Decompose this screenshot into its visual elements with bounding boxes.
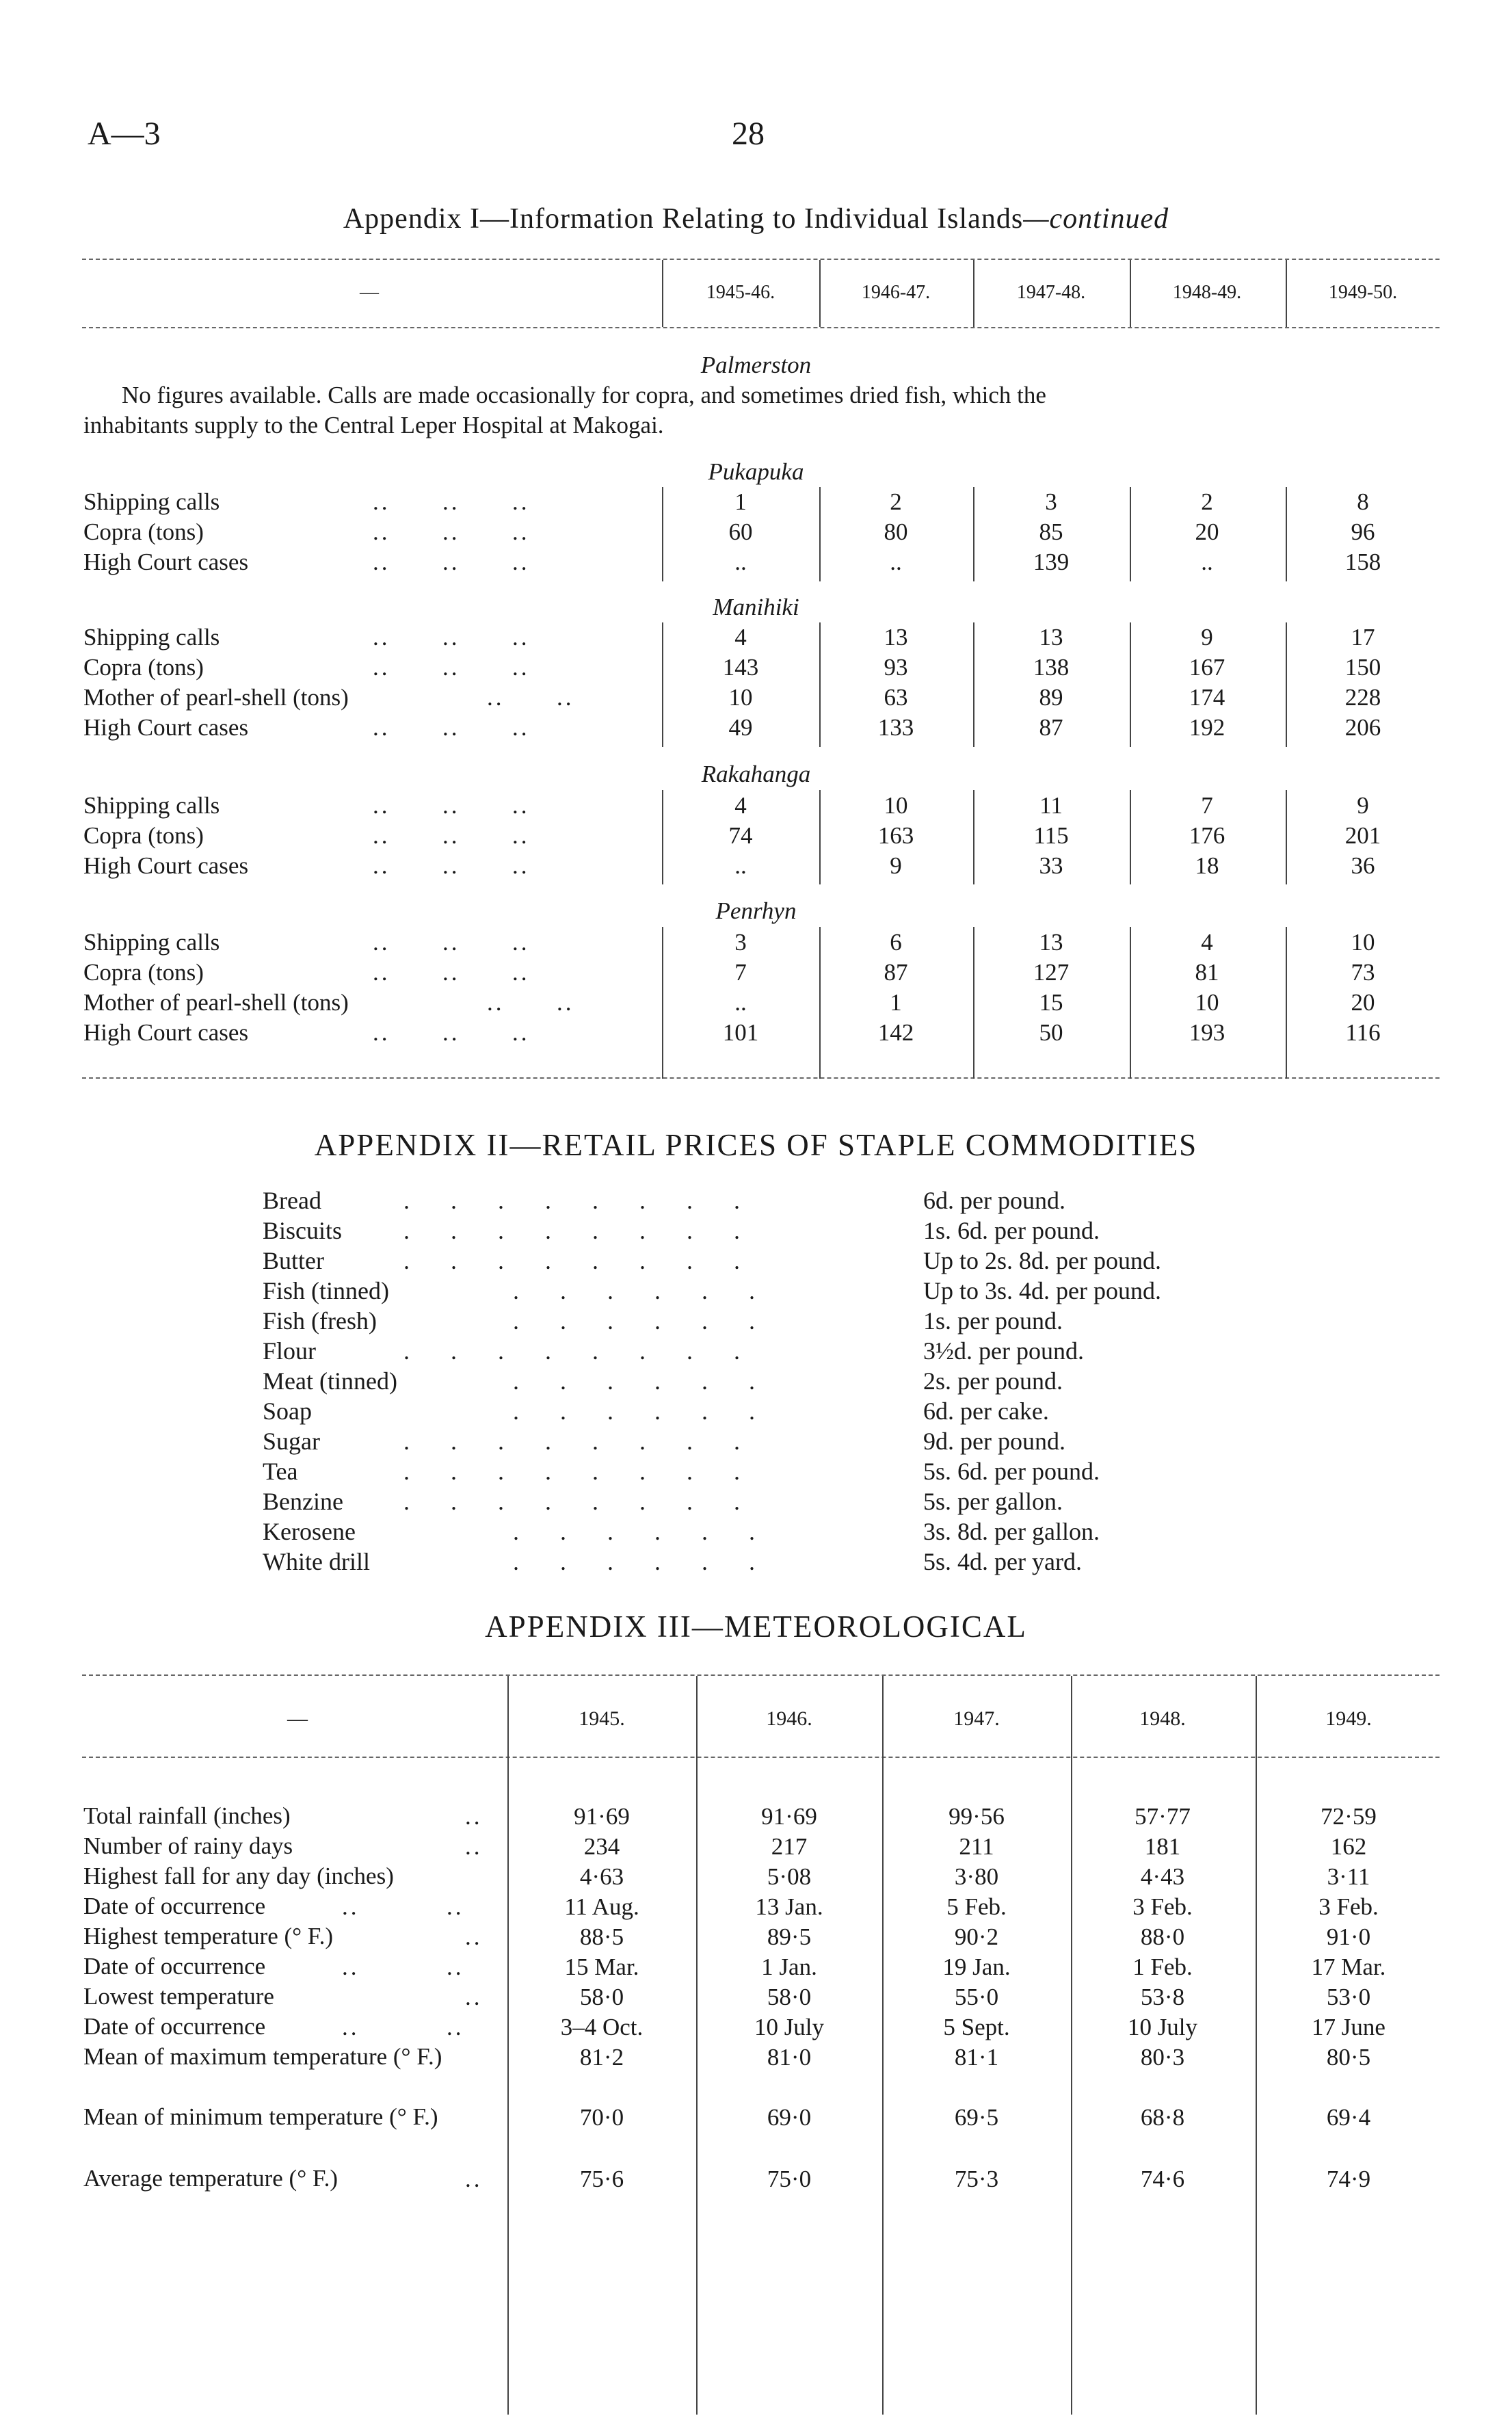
- leader-dots: ..: [465, 1984, 483, 2010]
- met-cell: 81·0: [767, 2044, 812, 2071]
- commodity-name: White drill: [263, 1548, 370, 1575]
- appendix3-title: APPENDIX III—METEOROLOGICAL: [485, 1609, 1027, 1644]
- leader-dots: .. ..: [342, 1954, 464, 1980]
- table3-corner: —: [287, 1707, 308, 1730]
- table1-col-divider: [1130, 622, 1131, 747]
- appendix1-title: [0, 202, 1512, 235]
- commodity-price: 3½d. per pound.: [923, 1337, 1084, 1365]
- table3-col-divider: [507, 1676, 509, 2415]
- table-cell: 3: [1045, 488, 1057, 515]
- table-cell: 20: [1351, 989, 1375, 1016]
- table1-col-divider: [1286, 260, 1287, 327]
- met-cell: 11 Aug.: [564, 1893, 639, 1920]
- row-label: Shipping calls: [83, 929, 220, 956]
- met-cell: 58·0: [767, 1984, 812, 2010]
- met-cell: 72·59: [1321, 1803, 1377, 1830]
- commodity-name: Fish (fresh): [263, 1307, 377, 1335]
- table1-col-divider: [819, 790, 821, 884]
- met-cell: 91·69: [574, 1803, 630, 1830]
- table-cell: 74: [728, 822, 753, 849]
- met-cell: 80·3: [1140, 2044, 1185, 2071]
- met-cell: 74·6: [1140, 2166, 1185, 2192]
- met-row-label: Highest fall for any day (inches): [83, 1863, 394, 1889]
- met-cell: 5·08: [767, 1863, 812, 1890]
- commodity-name: Tea: [263, 1458, 298, 1485]
- leader-dots: .. ..: [342, 1893, 464, 1920]
- commodity-name: Fish (tinned): [263, 1277, 389, 1304]
- met-cell: 81·2: [579, 2044, 624, 2071]
- table-cell: 81: [1195, 959, 1219, 986]
- table-cell: 192: [1189, 714, 1225, 741]
- met-row-label: Mean of maximum temperature (° F.): [83, 2043, 442, 2070]
- table3-col-header: 1945.: [579, 1707, 625, 1730]
- met-cell: 5 Feb.: [946, 1893, 1007, 1920]
- commodity-price: 5s. 4d. per yard.: [923, 1548, 1082, 1575]
- met-cell: 68·8: [1140, 2104, 1185, 2131]
- met-cell: 181: [1144, 1833, 1181, 1860]
- table-cell: ..: [734, 989, 747, 1016]
- table1-col-divider: [1286, 927, 1287, 1079]
- leader-dots: .. ..: [487, 989, 574, 1016]
- table1-bottom-rule: [82, 1077, 1440, 1079]
- table-cell: 20: [1195, 518, 1219, 545]
- met-cell: 75·6: [579, 2166, 624, 2192]
- table-cell: ..: [734, 549, 747, 575]
- leader-dots: ........: [403, 1217, 781, 1244]
- met-cell: 74·9: [1326, 2166, 1371, 2192]
- table-cell: 142: [877, 1019, 914, 1046]
- met-cell: 1 Feb.: [1132, 1954, 1193, 1980]
- table1-col-divider: [662, 790, 663, 884]
- commodity-name: Kerosene: [263, 1518, 356, 1545]
- met-cell: 69·4: [1326, 2104, 1371, 2131]
- leader-dots: ......: [513, 1518, 796, 1545]
- table-cell: 150: [1344, 654, 1381, 681]
- table-cell: 8: [1357, 488, 1369, 515]
- met-cell: 3 Feb.: [1132, 1893, 1193, 1920]
- met-cell: 162: [1330, 1833, 1367, 1860]
- met-cell: 89·5: [767, 1923, 812, 1950]
- island-name-palmerston: Palmerston: [700, 352, 812, 378]
- leader-dots: ........: [403, 1428, 781, 1455]
- met-row-label: Date of occurrence: [83, 1893, 266, 1919]
- commodity-name: Butter: [263, 1247, 324, 1274]
- met-cell: 234: [583, 1833, 620, 1860]
- row-label: Shipping calls: [83, 792, 220, 819]
- table-cell: 11: [1039, 792, 1063, 819]
- leader-dots: ........: [403, 1247, 781, 1274]
- leader-dots: .. .. ..: [373, 549, 530, 575]
- commodity-price: 3s. 8d. per gallon.: [923, 1518, 1100, 1545]
- palmerston-note-line1: No figures available. Calls are made occasionally for copra, and sometimes dried fish, which the: [122, 382, 1046, 408]
- met-cell: 10 July: [1127, 2014, 1198, 2040]
- table-cell: 133: [877, 714, 914, 741]
- page-number: 28: [732, 116, 765, 152]
- met-cell: 88·5: [579, 1923, 624, 1950]
- met-row-label: Average temperature (° F.): [83, 2165, 339, 2192]
- commodity-name: Benzine: [263, 1488, 343, 1515]
- met-cell: 80·5: [1326, 2044, 1371, 2071]
- table-cell: ..: [734, 852, 747, 879]
- leader-dots: .. .. ..: [373, 852, 530, 879]
- met-row-label: Highest temperature (° F.): [83, 1923, 333, 1949]
- commodity-name: Meat (tinned): [263, 1367, 397, 1395]
- leader-dots: ........: [403, 1458, 781, 1485]
- table-cell: 1: [890, 989, 902, 1016]
- met-cell: 69·0: [767, 2104, 812, 2131]
- row-label: High Court cases: [83, 714, 249, 741]
- table-cell: 7: [734, 959, 747, 986]
- table3-col-header: 1948.: [1139, 1707, 1186, 1730]
- table-cell: 73: [1351, 959, 1375, 986]
- table-cell: ..: [890, 549, 902, 575]
- leader-dots: .. ..: [487, 684, 574, 711]
- table-cell: ..: [1201, 549, 1213, 575]
- table-cell: 9: [890, 852, 902, 879]
- table-cell: 228: [1344, 684, 1381, 711]
- table1-col-divider: [662, 487, 663, 581]
- table3-col-divider: [696, 1676, 698, 2415]
- table1-col-divider: [1286, 487, 1287, 581]
- leader-dots: ......: [513, 1277, 796, 1304]
- table-cell: 96: [1351, 518, 1375, 545]
- commodity-price: 6d. per pound.: [923, 1187, 1065, 1214]
- appendix1-title-suffix: —continued: [1023, 203, 1169, 235]
- table3-col-divider: [882, 1676, 884, 2415]
- row-label: Copra (tons): [83, 822, 204, 849]
- table-cell: 50: [1039, 1019, 1063, 1046]
- commodity-name: Bread: [263, 1187, 321, 1214]
- met-cell: 90·2: [954, 1923, 999, 1950]
- table-cell: 9: [1201, 624, 1213, 651]
- met-cell: 55·0: [954, 1984, 999, 2010]
- leader-dots: ..: [465, 1923, 483, 1950]
- table1-col-divider: [973, 487, 974, 581]
- table-cell: 4: [734, 624, 747, 651]
- met-cell: 3·11: [1327, 1863, 1370, 1890]
- row-label: High Court cases: [83, 1019, 249, 1046]
- leader-dots: ........: [403, 1337, 781, 1365]
- commodity-price: 5s. per gallon.: [923, 1488, 1063, 1515]
- met-cell: 217: [771, 1833, 808, 1860]
- table-cell: 193: [1189, 1019, 1225, 1046]
- table-cell: 10: [884, 792, 908, 819]
- met-cell: 4·43: [1140, 1863, 1185, 1890]
- table3-col-divider: [1256, 1676, 1257, 2415]
- table1-col-divider: [1130, 487, 1131, 581]
- leader-dots: ......: [513, 1307, 796, 1335]
- commodity-price: 1s. per pound.: [923, 1307, 1063, 1335]
- met-cell: 75·3: [954, 2166, 999, 2192]
- table-cell: 49: [728, 714, 753, 741]
- table1-col-divider: [1130, 790, 1131, 884]
- met-cell: 211: [959, 1833, 994, 1860]
- met-row-label: Number of rainy days: [83, 1832, 293, 1859]
- leader-dots: .. .. ..: [373, 1019, 530, 1046]
- table1-col-header: 1947-48.: [1016, 282, 1086, 303]
- leader-dots: .. .. ..: [373, 959, 530, 986]
- table-cell: 174: [1189, 684, 1225, 711]
- leader-dots: ........: [403, 1187, 781, 1214]
- table1-col-divider: [973, 790, 974, 884]
- table-cell: 158: [1344, 549, 1381, 575]
- row-label: Shipping calls: [83, 624, 220, 651]
- leader-dots: .. .. ..: [373, 929, 530, 956]
- table-cell: 10: [1195, 989, 1219, 1016]
- table-cell: 163: [877, 822, 914, 849]
- met-row-label: Mean of minimum temperature (° F.): [83, 2103, 438, 2130]
- met-cell: 19 Jan.: [942, 1954, 1011, 1980]
- leader-dots: ..: [465, 1833, 483, 1860]
- table-cell: 206: [1344, 714, 1381, 741]
- table-cell: 2: [890, 488, 902, 515]
- leader-dots: ..: [465, 2166, 483, 2192]
- table-cell: 10: [1351, 929, 1375, 956]
- leader-dots: .. .. ..: [373, 488, 530, 515]
- table-cell: 17: [1351, 624, 1375, 651]
- table1-col-divider: [1130, 927, 1131, 1079]
- table-cell: 18: [1195, 852, 1219, 879]
- island-name-rakahanga: Rakahanga: [701, 761, 811, 787]
- commodity-price: 9d. per pound.: [923, 1428, 1065, 1455]
- table1-col-divider: [973, 927, 974, 1079]
- met-cell: 57·77: [1135, 1803, 1191, 1830]
- row-label: Copra (tons): [83, 959, 204, 986]
- met-row-label: Date of occurrence: [83, 2013, 266, 2040]
- table-cell: 9: [1357, 792, 1369, 819]
- commodity-price: Up to 3s. 4d. per pound.: [923, 1277, 1161, 1304]
- leader-dots: ........: [403, 1488, 781, 1515]
- leader-dots: .. ..: [342, 2014, 464, 2040]
- commodity-name: Sugar: [263, 1428, 320, 1455]
- table-cell: 127: [1033, 959, 1070, 986]
- leader-dots: ......: [513, 1367, 796, 1395]
- commodity-price: 2s. per pound.: [923, 1367, 1063, 1395]
- table1-corner: —: [360, 282, 379, 303]
- table1-col-divider: [662, 622, 663, 747]
- leader-dots: .. .. ..: [373, 822, 530, 849]
- table1-col-divider: [819, 260, 821, 327]
- table1-col-header: 1946-47.: [861, 282, 931, 303]
- table1-col-divider: [1130, 260, 1131, 327]
- met-cell: 3–4 Oct.: [560, 2014, 644, 2040]
- commodity-price: 6d. per cake.: [923, 1397, 1049, 1425]
- table-cell: 4: [734, 792, 747, 819]
- table-cell: 4: [1201, 929, 1213, 956]
- table1-col-divider: [1286, 790, 1287, 884]
- leader-dots: .. .. ..: [373, 624, 530, 651]
- table-cell: 138: [1033, 654, 1070, 681]
- appendix2-title: APPENDIX II—RETAIL PRICES OF STAPLE COMMODITIES: [314, 1128, 1198, 1162]
- table-cell: 201: [1344, 822, 1381, 849]
- section-code: A—3: [88, 116, 161, 152]
- island-name-manihiki: Manihiki: [713, 594, 799, 620]
- met-cell: 91·0: [1326, 1923, 1371, 1950]
- commodity-name: Flour: [263, 1337, 317, 1365]
- commodity-name: Biscuits: [263, 1217, 343, 1244]
- met-cell: 15 Mar.: [564, 1954, 639, 1980]
- met-cell: 5 Sept.: [943, 2014, 1010, 2040]
- table-cell: 3: [734, 929, 747, 956]
- table-cell: 87: [884, 959, 908, 986]
- appendix1-title-main: Appendix I—Information Relating to Individual Islands: [343, 203, 1024, 235]
- palmerston-note-line2: inhabitants supply to the Central Leper Hospital at Makogai.: [83, 412, 664, 438]
- table-cell: 13: [884, 624, 908, 651]
- table-cell: 33: [1039, 852, 1063, 879]
- table-cell: 13: [1039, 929, 1063, 956]
- met-cell: 4·63: [579, 1863, 624, 1890]
- table-cell: 7: [1201, 792, 1213, 819]
- row-label: Copra (tons): [83, 518, 204, 545]
- commodity-price: 5s. 6d. per pound.: [923, 1458, 1100, 1485]
- table3-top-rule: [82, 1674, 1440, 1676]
- row-label: High Court cases: [83, 549, 249, 575]
- table1-col-divider: [662, 927, 663, 1079]
- table3-header-rule: [82, 1757, 1440, 1758]
- table-cell: 2: [1201, 488, 1213, 515]
- met-row-label: Date of occurrence: [83, 1953, 266, 1980]
- met-cell: 3·80: [954, 1863, 999, 1890]
- leader-dots: .. .. ..: [373, 714, 530, 741]
- table-cell: 10: [728, 684, 753, 711]
- table1-col-header: 1945-46.: [706, 282, 775, 303]
- leader-dots: .. .. ..: [373, 518, 530, 545]
- met-cell: 17 Mar.: [1311, 1954, 1386, 1980]
- table-cell: 15: [1039, 989, 1063, 1016]
- table1-col-divider: [819, 927, 821, 1079]
- table1-col-divider: [819, 622, 821, 747]
- met-cell: 70·0: [579, 2104, 624, 2131]
- leader-dots: ..: [465, 1803, 483, 1830]
- leader-dots: ......: [513, 1548, 796, 1575]
- met-cell: 13 Jan.: [755, 1893, 823, 1920]
- met-cell: 17 June: [1312, 2014, 1385, 2040]
- met-cell: 3 Feb.: [1318, 1893, 1379, 1920]
- met-cell: 58·0: [579, 1984, 624, 2010]
- table3-col-header: 1946.: [766, 1707, 812, 1730]
- table-cell: 60: [728, 518, 753, 545]
- table-cell: 93: [884, 654, 908, 681]
- table1-top-rule: [82, 259, 1440, 260]
- table1-col-divider: [973, 622, 974, 747]
- table1-col-divider: [973, 260, 974, 327]
- row-label: Shipping calls: [83, 488, 220, 515]
- table3-col-divider: [1071, 1676, 1072, 2415]
- met-cell: 53·8: [1140, 1984, 1185, 2010]
- table-cell: 80: [884, 518, 908, 545]
- island-name-penrhyn: Penrhyn: [715, 897, 797, 924]
- commodity-name: Soap: [263, 1397, 312, 1425]
- table1-col-header: 1948-49.: [1172, 282, 1242, 303]
- table-cell: 85: [1039, 518, 1063, 545]
- table1-col-divider: [819, 487, 821, 581]
- commodity-price: Up to 2s. 8d. per pound.: [923, 1247, 1161, 1274]
- leader-dots: ......: [513, 1397, 796, 1425]
- commodity-price: 1s. 6d. per pound.: [923, 1217, 1100, 1244]
- table-cell: 89: [1039, 684, 1063, 711]
- island-name-pukapuka: Pukapuka: [708, 458, 804, 485]
- row-label: Mother of pearl-shell (tons): [83, 989, 349, 1016]
- leader-dots: .. .. ..: [373, 792, 530, 819]
- table-cell: 116: [1345, 1019, 1381, 1046]
- row-label: Copra (tons): [83, 654, 204, 681]
- met-cell: 88·0: [1140, 1923, 1185, 1950]
- leader-dots: .. .. ..: [373, 654, 530, 681]
- table1-col-divider: [662, 260, 663, 327]
- table-cell: 36: [1351, 852, 1375, 879]
- row-label: High Court cases: [83, 852, 249, 879]
- met-cell: 99·56: [949, 1803, 1005, 1830]
- table-cell: 101: [722, 1019, 759, 1046]
- met-cell: 75·0: [767, 2166, 812, 2192]
- table-cell: 115: [1033, 822, 1069, 849]
- table-cell: 176: [1189, 822, 1225, 849]
- met-cell: 69·5: [954, 2104, 999, 2131]
- table-cell: 6: [890, 929, 902, 956]
- met-cell: 81·1: [954, 2044, 999, 2071]
- met-cell: 53·0: [1326, 1984, 1371, 2010]
- met-cell: 10 July: [754, 2014, 825, 2040]
- table-cell: 143: [722, 654, 759, 681]
- table1-col-divider: [1286, 622, 1287, 747]
- met-row-label: Total rainfall (inches): [83, 1802, 291, 1829]
- met-row-label: Lowest temperature: [83, 1983, 274, 2010]
- table-cell: 13: [1039, 624, 1063, 651]
- table-cell: 87: [1039, 714, 1063, 741]
- met-cell: 1 Jan.: [761, 1954, 817, 1980]
- table1-col-header: 1949-50.: [1328, 282, 1398, 303]
- table1-header-rule: [82, 327, 1440, 328]
- row-label: Mother of pearl-shell (tons): [83, 684, 349, 711]
- met-cell: 91·69: [761, 1803, 817, 1830]
- table-cell: 139: [1033, 549, 1070, 575]
- table3-col-header: 1947.: [953, 1707, 1000, 1730]
- table-cell: 1: [734, 488, 747, 515]
- table3-col-header: 1949.: [1325, 1707, 1372, 1730]
- table-cell: 167: [1189, 654, 1225, 681]
- table-cell: 63: [884, 684, 908, 711]
